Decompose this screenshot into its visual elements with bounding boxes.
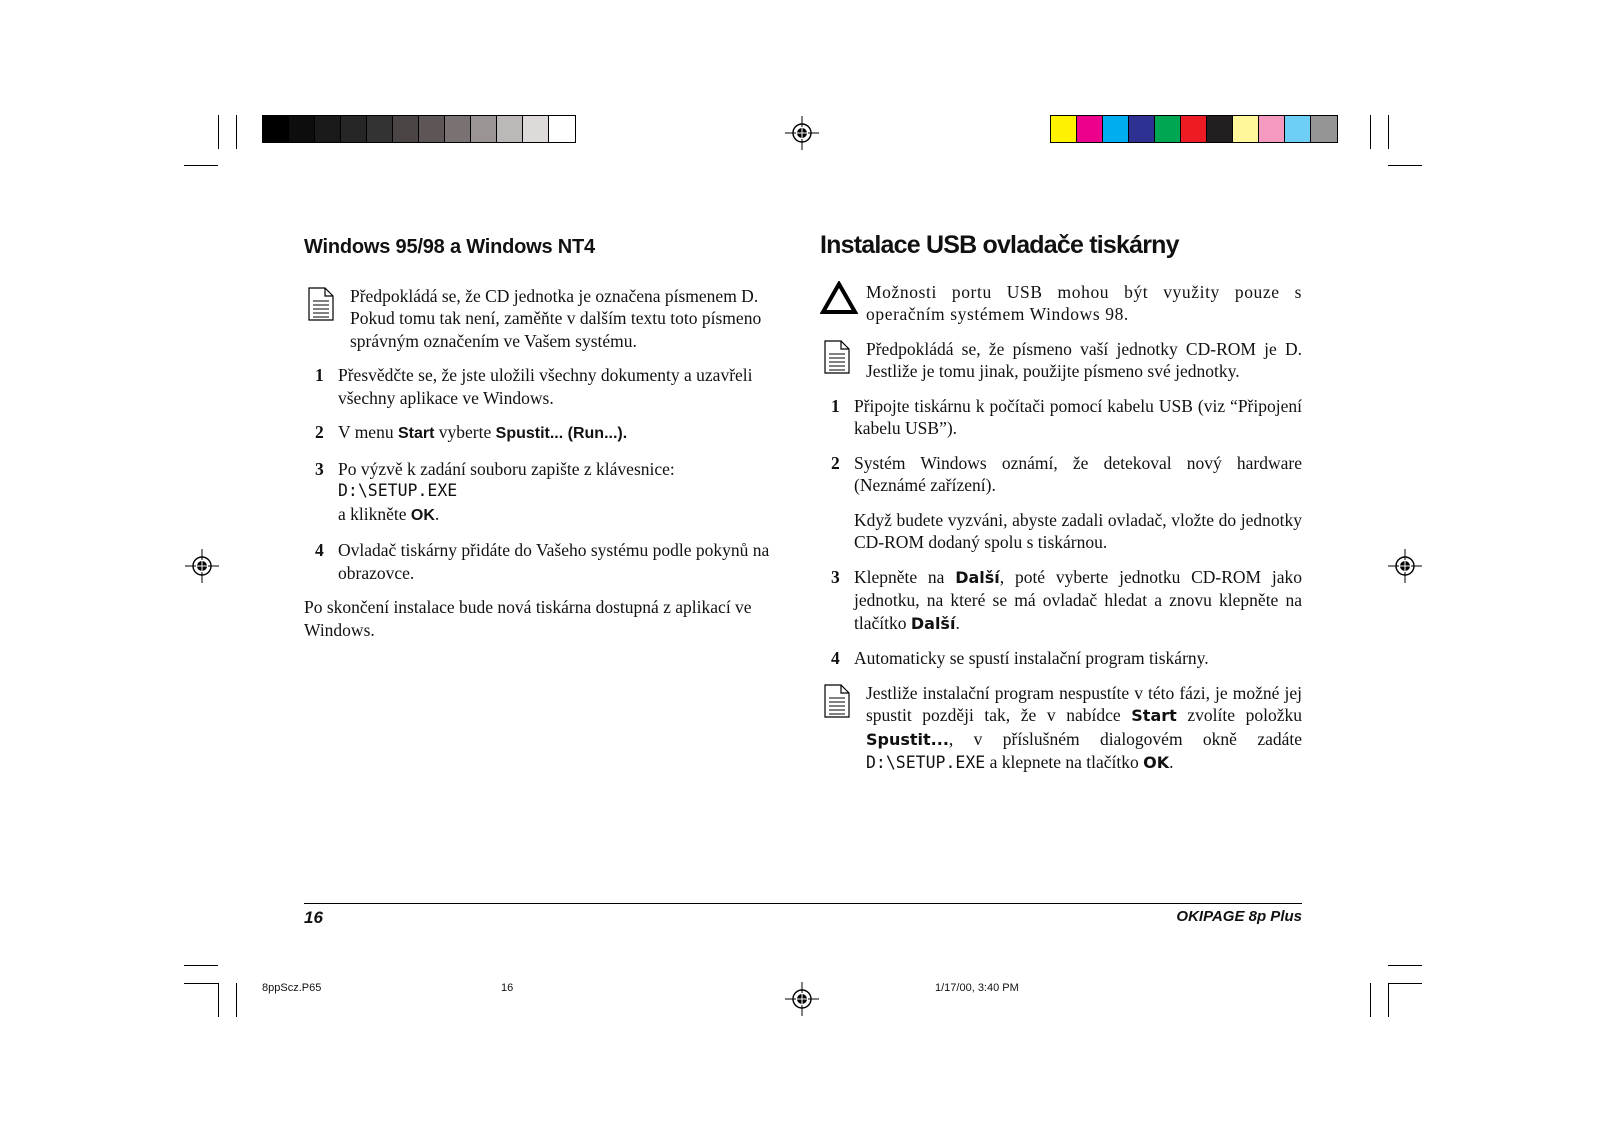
color-swatch	[419, 116, 445, 142]
color-swatch	[341, 116, 367, 142]
color-swatch	[263, 116, 289, 142]
color-swatch	[1051, 116, 1077, 142]
crop-mark	[218, 983, 219, 1017]
step-number: 2	[315, 422, 324, 442]
crop-mark	[1370, 983, 1371, 1017]
color-swatch	[1259, 116, 1285, 142]
crop-mark	[1388, 983, 1389, 1017]
warning-triangle-icon	[820, 281, 858, 315]
step-number: 1	[315, 365, 324, 385]
step-number: 3	[831, 566, 840, 587]
color-swatch	[1311, 116, 1337, 142]
registration-mark-icon	[785, 116, 819, 150]
step-text: vyberte	[434, 422, 496, 442]
color-swatch	[315, 116, 341, 142]
note-run-later	[820, 682, 1302, 775]
note-text: Jestliže instalační program nespustíte v této fázi, je možné jej spustit později tak, že v nabídce	[866, 682, 1302, 725]
menu-start-label: Start	[397, 425, 435, 442]
next-button-label: Další	[910, 613, 956, 633]
step-2-continuation: Když budete vyzváni, abyste zadali ovladač, vložte do jednotky CD-ROM dodaný spolu s tiskárnou.	[854, 509, 1302, 552]
step-text: , poté vyberte jednotku CD-ROM jako jednotku, na které se má ovladač hledat a znovu klepněte na tlačítko	[854, 566, 1302, 633]
step-text: Připojte tiskárnu k počítači pomocí kabelu USB (viz “Připojení kabelu USB”).	[854, 395, 1302, 438]
step-number: 4	[315, 540, 324, 560]
step-text: Systém Windows oznámí, že detekoval nový hardware (Neznámé zařízení).	[854, 452, 1302, 495]
section-heading-usb: Instalace USB ovladače tiskárny	[820, 231, 1179, 259]
color-swatch	[1233, 116, 1259, 142]
note-icon	[824, 684, 850, 718]
note-text: Předpokládá se, že CD jednotka je označena písmenem D. Pokud tomu tak není, zaměňte v dalším textu toto písmeno správným označením ve Vašem systému.	[350, 285, 762, 351]
step-text: V menu	[338, 422, 398, 442]
step-number: 1	[831, 395, 840, 416]
step-text: .	[434, 503, 440, 524]
color-swatch	[393, 116, 419, 142]
color-swatch	[445, 116, 471, 142]
color-swatch	[1285, 116, 1311, 142]
note-cd-drive	[304, 285, 786, 353]
note-cd-rom	[820, 338, 1302, 383]
color-swatch	[367, 116, 393, 142]
crop-mark	[1388, 965, 1422, 966]
note-icon	[824, 340, 850, 374]
color-swatch	[289, 116, 315, 142]
step-item	[304, 539, 786, 584]
color-swatch	[1077, 116, 1103, 142]
note-text: a klepnete na tlačítko	[985, 752, 1144, 772]
step-number: 4	[831, 648, 840, 668]
slug-filename: 8ppScz.P65	[262, 982, 322, 994]
right-column	[820, 231, 1302, 787]
color-calibration-strip	[1050, 115, 1338, 143]
crop-mark	[184, 983, 218, 984]
product-name: OKIPAGE 8p Plus	[1176, 908, 1302, 925]
step-text: .	[955, 612, 960, 633]
slug-page: 16	[501, 982, 514, 994]
step-text: Klepněte na	[854, 566, 956, 587]
crop-mark	[236, 115, 237, 149]
note-text: .	[1169, 752, 1174, 772]
crop-mark	[1388, 165, 1422, 166]
page-number: 16	[304, 908, 323, 927]
crop-mark	[1370, 115, 1371, 149]
crop-mark	[1388, 983, 1422, 984]
step-item	[820, 395, 1302, 440]
registration-mark-icon	[185, 549, 219, 583]
slug-date: 1/17/00, 3:40 PM	[935, 982, 1019, 994]
setup-command: D:\SETUP.EXE	[866, 753, 986, 772]
step-number: 3	[315, 458, 324, 479]
step-item	[820, 647, 1302, 670]
next-button-label: Další	[955, 567, 1000, 587]
step-text: Automaticky se spustí instalační program tiskárny.	[854, 648, 1209, 668]
color-swatch	[1103, 116, 1129, 142]
color-swatch	[471, 116, 497, 142]
color-swatch	[497, 116, 523, 142]
crop-mark	[236, 983, 237, 1017]
registration-mark-icon	[785, 982, 819, 1016]
step-text: Ovladač tiskárny přidáte do Vašeho systému podle pokynů na obrazovce.	[338, 540, 770, 583]
step-text: a klikněte	[338, 503, 411, 524]
step-item	[820, 452, 1302, 497]
crop-mark	[1388, 115, 1389, 149]
step-item	[304, 364, 786, 409]
footer-rule	[304, 903, 1302, 904]
color-swatch	[523, 116, 549, 142]
grayscale-calibration-strip	[262, 115, 576, 143]
step-text: Po výzvě k zadání souboru zapište z klávesnice:	[338, 458, 675, 479]
crop-mark	[184, 165, 218, 166]
step-item	[304, 421, 786, 446]
step-item	[820, 566, 1302, 636]
warning-usb	[820, 281, 1302, 326]
color-swatch	[1181, 116, 1207, 142]
note-icon	[308, 287, 334, 321]
section-heading-windows: Windows 95/98 a Windows NT4	[304, 236, 595, 258]
ok-label: OK	[410, 506, 435, 524]
menu-run-label: Spustit... (Run...).	[495, 425, 628, 442]
left-column	[304, 236, 786, 653]
color-swatch	[1155, 116, 1181, 142]
note-text: Předpokládá se, že písmeno vaší jednotky CD-ROM je D. Jestliže je tomu jinak, použijte písmeno své jednotky.	[866, 338, 1302, 381]
closing-paragraph: Po skončení instalace bude nová tiskárna dostupná z aplikací ve Windows.	[304, 597, 752, 640]
menu-run-label: Spustit...	[866, 729, 949, 749]
note-text: zvolíte položku	[1176, 705, 1302, 725]
color-swatch	[549, 116, 575, 142]
step-text: Přesvědčte se, že jste uložili všechny dokumenty a uzavřeli všechny aplikace ve Windows.	[338, 365, 753, 408]
step-number: 2	[831, 452, 840, 473]
setup-command: D:\SETUP.EXE	[338, 481, 458, 500]
registration-mark-icon	[1388, 549, 1422, 583]
menu-start-label: Start	[1131, 706, 1177, 725]
crop-mark	[184, 965, 218, 966]
note-text: , v příslušném dialogovém okně zadáte	[948, 728, 1302, 749]
crop-mark	[218, 115, 219, 149]
color-swatch	[1207, 116, 1233, 142]
color-swatch	[1129, 116, 1155, 142]
step-item	[304, 458, 786, 528]
warning-text: Možnosti portu USB mohou být využity pouze s operačním systémem Windows 98.	[866, 281, 1302, 324]
ok-label: OK	[1143, 753, 1170, 772]
